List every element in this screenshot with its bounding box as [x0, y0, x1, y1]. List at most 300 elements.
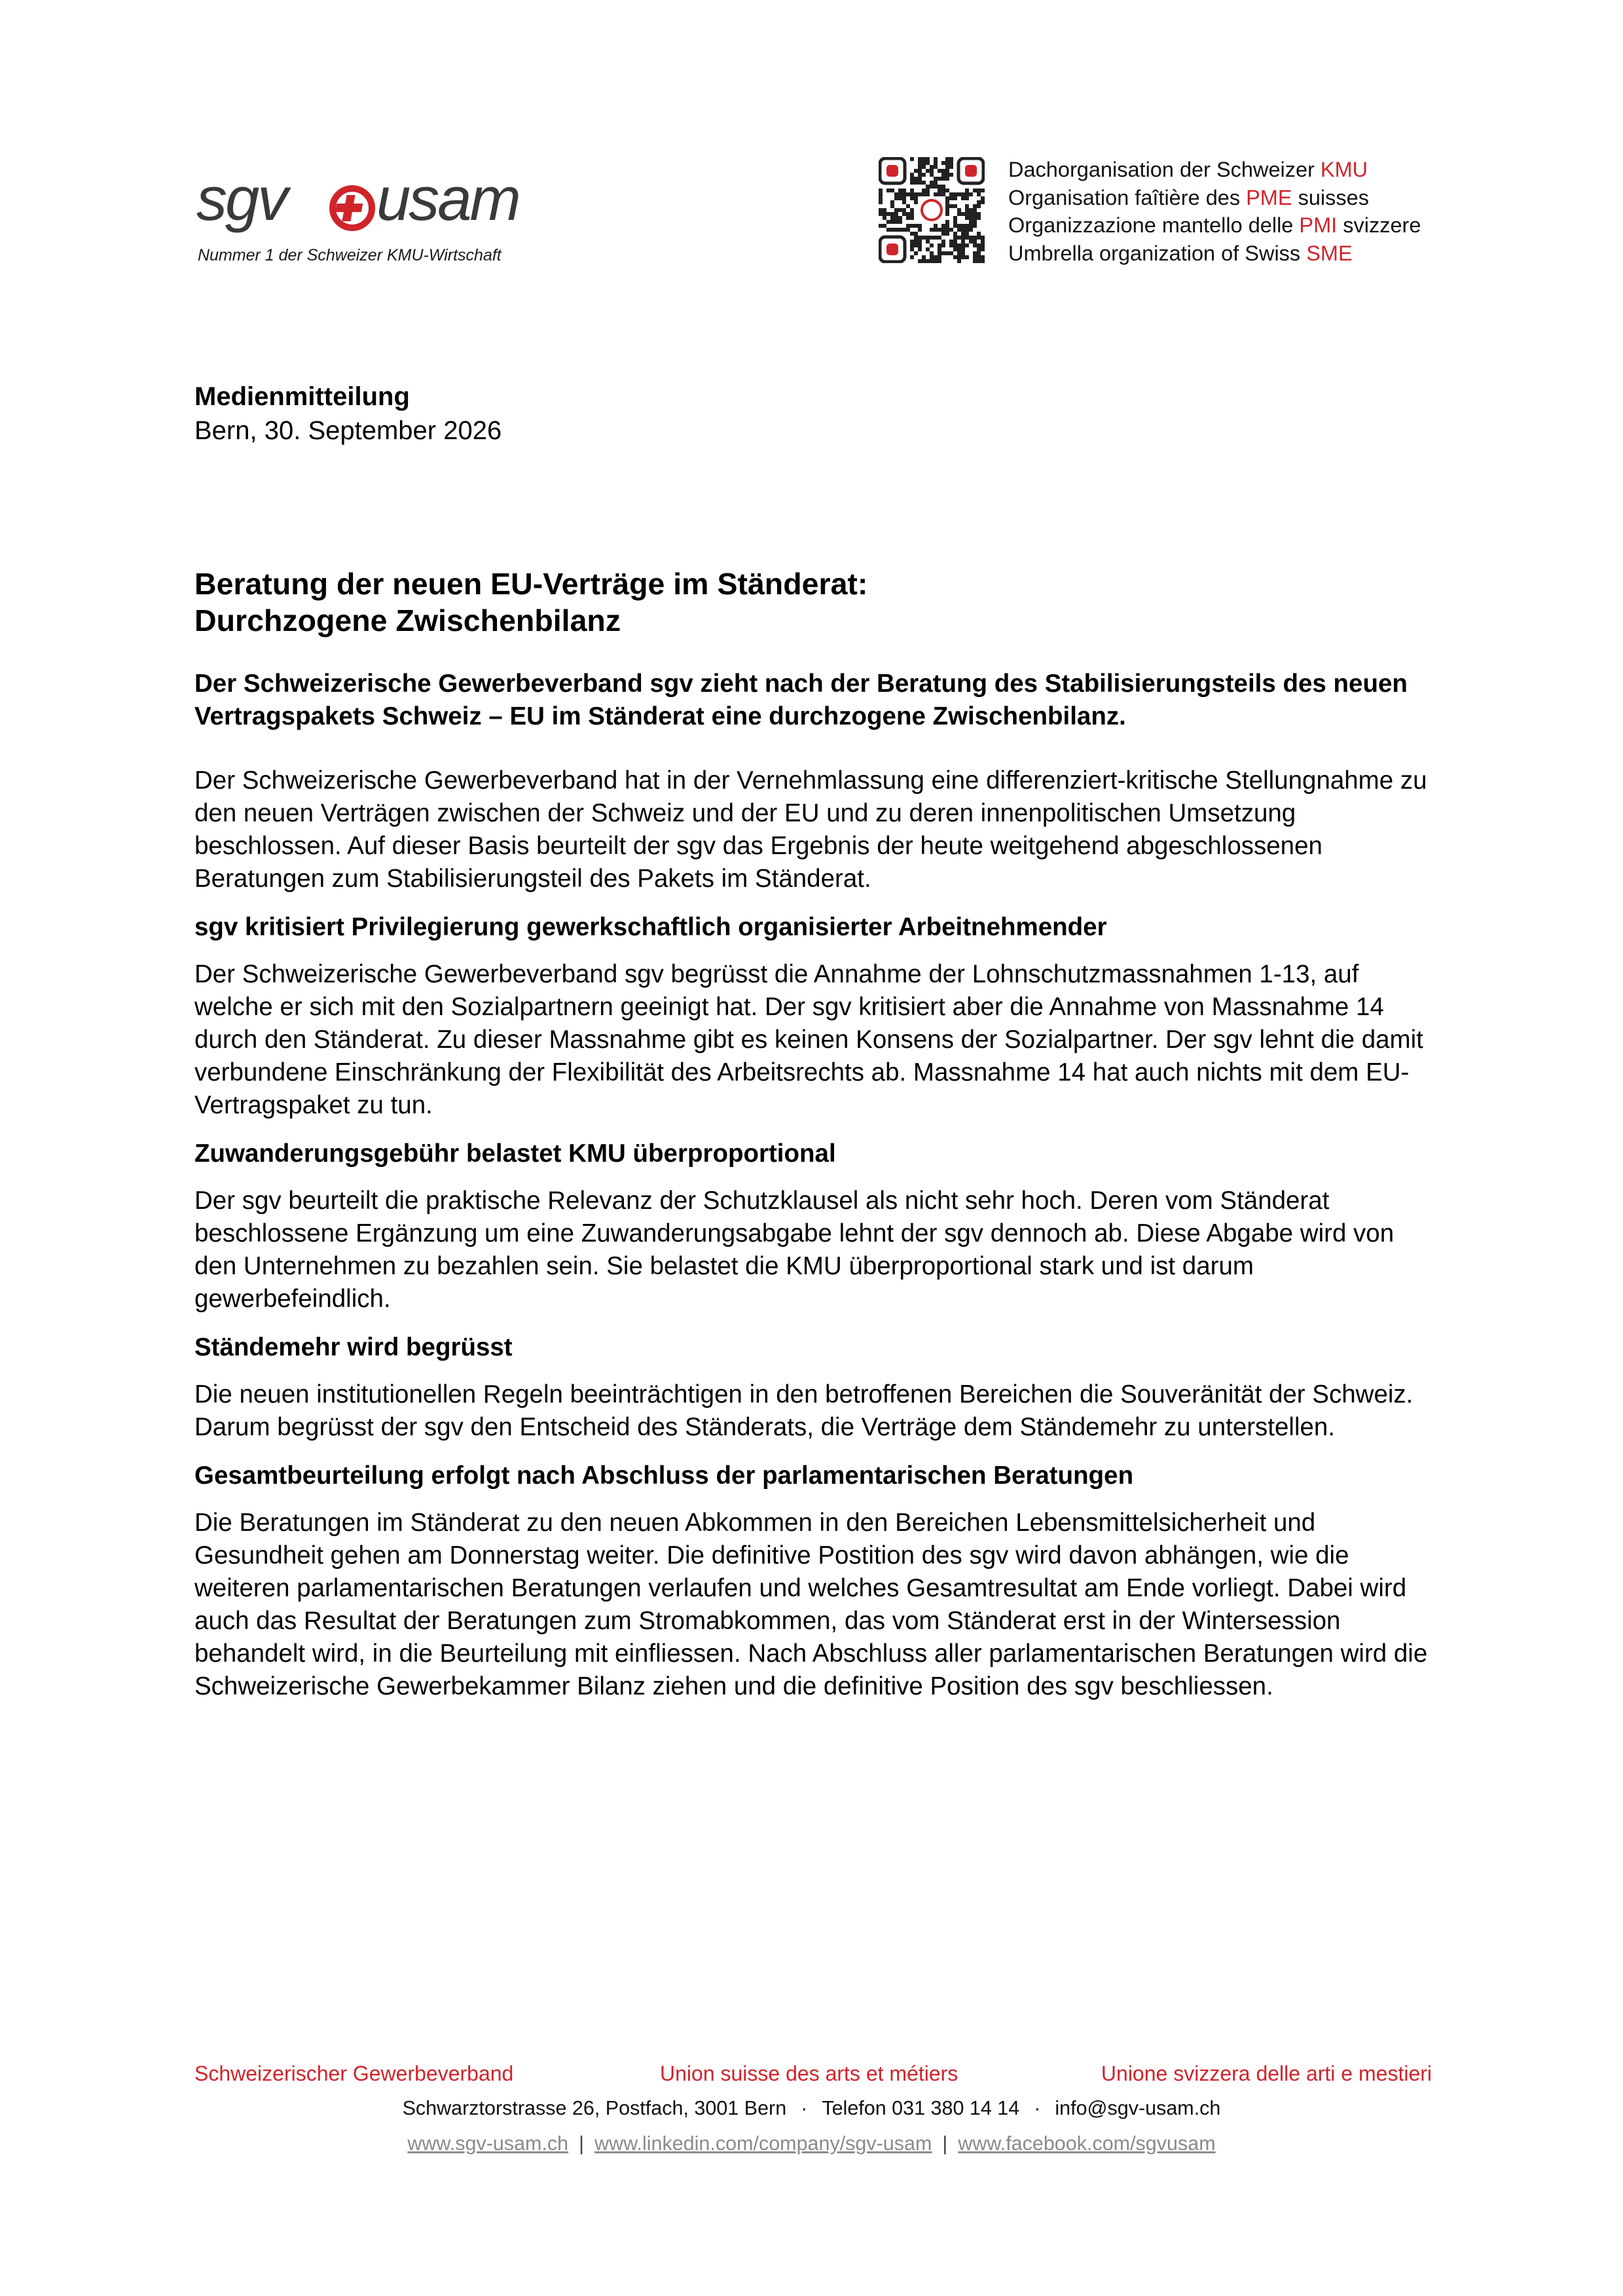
qr-module: [914, 181, 918, 185]
qr-module: [930, 165, 934, 169]
qr-module: [910, 232, 914, 236]
qr-module: [930, 243, 934, 247]
qr-module: [930, 251, 934, 255]
qr-module: [934, 259, 938, 263]
qr-module: [918, 192, 922, 196]
qr-module: [949, 157, 953, 161]
qr-module: [938, 177, 941, 181]
release-date: Bern, 30. September 2026: [194, 416, 502, 445]
qr-module: [922, 188, 926, 192]
qr-module: [879, 212, 883, 216]
qr-module: [922, 192, 926, 196]
qr-center-logo: [922, 200, 941, 220]
section-paragraph: Die Beratungen im Ständerat zu den neuen Abkommen in den Bereichen Lebensmittelsicherheit und Gesundheit gehen am Donnerstag weiter. Die definitive Postition des sgv wird davon abhängen, wie die weiteren parlamentarischen Beratungen verlaufen und welches Gesamtresultat am Ende vorliegt. Dabei wird auch das Resultat der Beratungen zum Stromabkommen, das vom Ständerat erst in der Wintersession behandelt wird, in die Beurteilung mit einfliessen. Nach Abschluss aller parlamentarischen Beratungen wird die Schweizerische Gewerbekammer Bilanz ziehen und die definitive Position des sgv beschliessen.: [194, 1509, 1428, 1700]
qr-module: [910, 188, 914, 192]
section-paragraph: Die neuen institutionellen Regeln beeinträchtigen in den betroffenen Bereichen die Souveränität der Schweiz. Darum begrüsst der sgv den Entscheid des Ständerats, die Verträge dem Ständemehr zu unterstellen.: [194, 1380, 1413, 1441]
qr-module: [914, 177, 918, 181]
qr-module: [886, 220, 890, 224]
qr-module: [981, 259, 985, 263]
qr-module: [941, 169, 945, 173]
qr-module: [918, 165, 922, 169]
qr-module: [945, 157, 949, 161]
qr-module: [957, 236, 961, 240]
qr-module: [941, 177, 945, 181]
qr-code-icon[interactable]: [879, 157, 985, 263]
qr-module: [981, 200, 985, 204]
qr-module: [898, 188, 902, 192]
qr-module: [961, 196, 965, 200]
qr-module: [902, 212, 906, 216]
qr-module: [973, 204, 977, 208]
qr-module: [926, 259, 930, 263]
qr-module: [918, 181, 922, 185]
qr-module: [949, 165, 953, 169]
qr-module: [945, 177, 949, 181]
qr-module: [965, 216, 969, 220]
qr-module: [973, 255, 977, 259]
qr-module: [910, 255, 914, 259]
qr-module: [886, 228, 890, 232]
qr-module: [918, 243, 922, 247]
qr-module: [926, 157, 930, 161]
qr-module: [938, 255, 941, 259]
qr-module: [973, 212, 977, 216]
qr-module: [953, 243, 957, 247]
qr-module: [894, 208, 898, 212]
qr-module: [914, 240, 918, 243]
qr-module: [973, 240, 977, 243]
qr-module: [934, 224, 938, 228]
qr-module: [918, 224, 922, 228]
qr-module: [981, 255, 985, 259]
qr-module: [949, 196, 953, 200]
qr-module: [965, 192, 969, 196]
qr-module: [918, 247, 922, 251]
qr-module: [953, 236, 957, 240]
qr-module: [961, 255, 965, 259]
qr-module: [965, 255, 969, 259]
qr-module: [934, 228, 938, 232]
section-paragraph: Der Schweizerische Gewerbeverband sgv begrüsst die Annahme der Lohnschutzmassnahmen 1-13, auf welche er sich mit den Sozialpartnern geeinigt hat. Der sgv kritisiert aber die Annahme von Massnahme 14 durch den Ständerat. Zu dieser Massnahme gibt es keinen Konsens der Sozialpartner. Der sgv lehnt die damit verbundene Einschränkung der Flexibilität des Arbeitsrechts ab. Massnahme 14 hat auch nichts mit dem EU-Vertragspaket zu tun.: [194, 960, 1423, 1119]
headline-line-1: Beratung der neuen EU-Verträge im Ständerat:: [194, 567, 868, 601]
qr-module: [906, 224, 910, 228]
body-text: [194, 764, 1438, 1703]
qr-module: [922, 236, 926, 240]
qr-module: [965, 212, 969, 216]
qr-module: [938, 169, 941, 173]
qr-module: [938, 185, 941, 188]
qr-module: [930, 236, 934, 240]
qr-module: [930, 185, 934, 188]
qr-module: [918, 259, 922, 263]
qr-module: [977, 212, 981, 216]
qr-module: [890, 200, 894, 204]
headline-line-2: Durchzogene Zwischenbilanz: [194, 603, 621, 637]
qr-module: [945, 188, 949, 192]
qr-module: [883, 208, 886, 212]
footer-contact: [0, 2097, 1623, 2120]
qr-module: [969, 216, 973, 220]
footer-links: [0, 2132, 1623, 2155]
qr-module: [910, 196, 914, 200]
footer-org-fr: Union suisse des arts et métiers: [660, 2062, 958, 2085]
footer-phone: Telefon 031 380 14 14: [822, 2097, 1020, 2119]
qr-module: [945, 232, 949, 236]
qr-module: [953, 196, 957, 200]
qr-module: [957, 247, 961, 251]
qr-module: [981, 196, 985, 200]
qr-module: [953, 232, 957, 236]
qr-module: [977, 188, 981, 192]
qr-module: [973, 236, 977, 240]
qr-module: [977, 200, 981, 204]
qr-module: [890, 212, 894, 216]
link-separator: |: [579, 2132, 585, 2155]
qr-module: [969, 240, 973, 243]
qr-module: [910, 177, 914, 181]
qr-module: [957, 224, 961, 228]
qr-module: [934, 157, 938, 161]
qr-module: [945, 165, 949, 169]
qr-module: [879, 192, 883, 196]
qr-module: [977, 255, 981, 259]
qr-module: [973, 259, 977, 263]
qr-module: [894, 216, 898, 220]
qr-module: [945, 251, 949, 255]
qr-module: [961, 228, 965, 232]
qr-module: [981, 236, 985, 240]
qr-module: [910, 212, 914, 216]
intro-paragraph: Der Schweizerische Gewerbeverband hat in der Vernehmlassung eine differenziert-kritische Stellungnahme zu den neuen Verträgen zwischen der Schweiz und der EU und zu deren innenpolitischen Umsetzung beschlossen. Auf dieser Basis beurteilt der sgv das Ergebnis der heute weitgehend abgeschlossenen Beratungen zum Stabilisierungsteil des Pakets im Ständerat.: [194, 766, 1427, 893]
qr-module: [902, 200, 906, 204]
qr-module: [945, 212, 949, 216]
qr-module: [957, 251, 961, 255]
qr-module: [949, 192, 953, 196]
qr-module: [965, 204, 969, 208]
qr-module: [973, 216, 977, 220]
qr-module: [926, 192, 930, 196]
qr-module: [941, 161, 945, 165]
qr-module: [910, 173, 914, 177]
qr-module: [961, 243, 965, 247]
qr-module: [918, 173, 922, 177]
qr-module: [934, 165, 938, 169]
logo-text-left: sgv: [196, 171, 287, 233]
section-heading: Ständemehr wird begrüsst: [194, 1333, 513, 1361]
qr-module: [890, 216, 894, 220]
qr-module: [898, 208, 902, 212]
qr-module: [918, 157, 922, 161]
qr-module: [961, 232, 965, 236]
qr-module: [945, 196, 949, 200]
qr-module: [922, 165, 926, 169]
qr-module: [941, 243, 945, 247]
qr-module: [977, 192, 981, 196]
logo-text-right: usam: [376, 171, 519, 233]
qr-module: [941, 240, 945, 243]
qr-module: [890, 204, 894, 208]
qr-module: [879, 188, 883, 192]
qr-module: [910, 216, 914, 220]
qr-module: [918, 169, 922, 173]
logo-wordmark: [196, 171, 563, 237]
qr-module: [977, 236, 981, 240]
footer-separator: ·: [1034, 2097, 1041, 2119]
qr-module: [941, 224, 945, 228]
qr-finder-marker: [958, 158, 983, 183]
qr-module: [926, 161, 930, 165]
qr-module: [977, 251, 981, 255]
qr-module: [906, 192, 910, 196]
qr-module: [969, 224, 973, 228]
qr-module: [910, 208, 914, 212]
qr-module: [886, 188, 890, 192]
qr-module: [945, 228, 949, 232]
qr-module: [953, 204, 957, 208]
footer-separator: ·: [801, 2097, 808, 2119]
qr-module: [969, 236, 973, 240]
qr-module: [894, 228, 898, 232]
qr-module: [973, 243, 977, 247]
qr-module: [910, 181, 914, 185]
qr-module: [922, 259, 926, 263]
qr-module: [945, 220, 949, 224]
qr-module: [977, 247, 981, 251]
qr-module: [945, 200, 949, 204]
qr-module: [977, 216, 981, 220]
qr-module: [922, 181, 926, 185]
qr-module: [965, 196, 969, 200]
qr-module: [938, 188, 941, 192]
qr-module: [981, 247, 985, 251]
qr-module: [906, 216, 910, 220]
qr-module: [926, 236, 930, 240]
qr-module: [949, 173, 953, 177]
qr-module: [973, 188, 977, 192]
logo-tagline: Nummer 1 der Schweizer KMU-Wirtschaft: [198, 246, 501, 264]
qr-module: [914, 251, 918, 255]
qr-module: [938, 228, 941, 232]
footer-address: Schwarztorstrasse 26, Postfach, 3001 Bern: [402, 2097, 787, 2119]
qr-module: [961, 224, 965, 228]
qr-module: [890, 228, 894, 232]
section-paragraph: Der sgv beurteilt die praktische Relevanz der Schutzklausel als nicht sehr hoch. Deren vom Ständerat beschlossene Ergänzung um eine Zuwanderungsabgabe lehnt der sgv dennoch ab. Diese Abgabe wird von den Unternehmen zu bezahlen sein. Sie belastet die KMU überproportional stark und ist darum gewerbefeindlich.: [194, 1187, 1395, 1313]
qr-module: [961, 240, 965, 243]
qr-module: [961, 192, 965, 196]
qr-module: [879, 224, 883, 228]
qr-module: [981, 240, 985, 243]
qr-module: [918, 240, 922, 243]
qr-module: [945, 208, 949, 212]
qr-module: [957, 212, 961, 216]
swiss-cross-icon: [333, 188, 372, 228]
qr-module: [961, 236, 965, 240]
qr-module: [941, 251, 945, 255]
qr-module: [945, 173, 949, 177]
qr-module: [906, 204, 910, 208]
qr-module: [973, 251, 977, 255]
org-line-en: Umbrella organization of Swiss SME: [1008, 241, 1353, 265]
qr-module: [914, 232, 918, 236]
qr-module: [953, 216, 957, 220]
footer-org-it: Unione svizzera delle arti e mestieri: [1101, 2062, 1432, 2085]
linkedin-link[interactable]: www.linkedin.com/company/sgv-usam: [594, 2132, 932, 2155]
org-line-fr: Organisation faîtière des PME suisses: [1008, 185, 1369, 209]
qr-module: [922, 157, 926, 161]
qr-module: [965, 232, 969, 236]
qr-module: [949, 251, 953, 255]
qr-module: [926, 247, 930, 251]
qr-module: [918, 161, 922, 165]
qr-module: [941, 188, 945, 192]
footer-email[interactable]: info@sgv-usam.ch: [1055, 2097, 1221, 2119]
qr-module: [898, 228, 902, 232]
qr-module: [914, 169, 918, 173]
qr-module: [898, 192, 902, 196]
qr-module: [894, 220, 898, 224]
qr-module: [910, 224, 914, 228]
qr-module: [941, 232, 945, 236]
qr-module: [879, 208, 883, 212]
qr-module: [953, 192, 957, 196]
qr-module: [941, 192, 945, 196]
qr-module: [934, 161, 938, 165]
qr-module: [886, 212, 890, 216]
qr-module: [934, 181, 938, 185]
qr-module: [949, 228, 953, 232]
qr-module: [949, 243, 953, 247]
organisation-taglines: [1008, 156, 1421, 267]
qr-module: [981, 243, 985, 247]
qr-module: [930, 173, 934, 177]
qr-module: [898, 220, 902, 224]
qr-module: [961, 251, 965, 255]
release-label: Medienmitteilung: [194, 382, 410, 411]
qr-module: [977, 232, 981, 236]
qr-module: [910, 243, 914, 247]
qr-module: [902, 208, 906, 212]
qr-module: [879, 200, 883, 204]
qr-module: [945, 204, 949, 208]
qr-module: [914, 196, 918, 200]
qr-module: [965, 236, 969, 240]
qr-module: [953, 255, 957, 259]
qr-module: [941, 173, 945, 177]
qr-finder-marker: [880, 158, 905, 183]
section-heading: Gesamtbeurteilung erfolgt nach Abschluss der parlamentarischen Beratungen: [194, 1462, 1134, 1490]
qr-module: [934, 177, 938, 181]
qr-module: [934, 236, 938, 240]
qr-module: [977, 259, 981, 263]
qr-module: [894, 196, 898, 200]
qr-module: [910, 240, 914, 243]
qr-module: [922, 161, 926, 165]
qr-module: [965, 208, 969, 212]
qr-module: [961, 247, 965, 251]
qr-module: [957, 228, 961, 232]
qr-module: [938, 236, 941, 240]
qr-module: [969, 220, 973, 224]
qr-module: [938, 247, 941, 251]
qr-module: [890, 188, 894, 192]
qr-module: [926, 185, 930, 188]
qr-module: [910, 157, 914, 161]
qr-module: [934, 185, 938, 188]
qr-module: [926, 240, 930, 243]
qr-module: [902, 192, 906, 196]
qr-module: [977, 243, 981, 247]
qr-module: [953, 220, 957, 224]
qr-module: [914, 243, 918, 247]
qr-module: [910, 247, 914, 251]
qr-module: [894, 212, 898, 216]
qr-module: [969, 208, 973, 212]
qr-module: [914, 224, 918, 228]
qr-module: [930, 169, 934, 173]
qr-module: [883, 216, 886, 220]
qr-module: [922, 173, 926, 177]
qr-module: [938, 251, 941, 255]
org-line-it: Organizzazione mantello delle PMI svizzere: [1008, 213, 1421, 237]
qr-module: [902, 188, 906, 192]
qr-module: [914, 192, 918, 196]
qr-module: [930, 228, 934, 232]
qr-finder-marker: [880, 237, 905, 262]
link-separator: |: [942, 2132, 948, 2155]
org-line-de: Dachorganisation der Schweizer KMU: [1008, 158, 1368, 181]
qr-module: [930, 181, 934, 185]
qr-module: [977, 204, 981, 208]
website-link[interactable]: www.sgv-usam.ch: [407, 2132, 569, 2155]
qr-module: [934, 255, 938, 259]
qr-module: [898, 216, 902, 220]
qr-module: [973, 220, 977, 224]
lead-paragraph: Der Schweizerische Gewerbeverband sgv zieht nach der Beratung des Stabilisierungsteils des neuen Vertragspakets Schweiz – EU im Ständerat eine durchzogene Zwischenbilanz.: [194, 670, 1408, 730]
qr-module: [894, 192, 898, 196]
qr-module: [957, 243, 961, 247]
qr-module: [918, 228, 922, 232]
qr-module: [945, 224, 949, 228]
qr-module: [957, 259, 961, 263]
qr-module: [961, 212, 965, 216]
qr-module: [953, 240, 957, 243]
page-title: [194, 565, 1438, 639]
qr-module: [938, 243, 941, 247]
qr-module: [890, 220, 894, 224]
qr-module: [938, 192, 941, 196]
section-heading: sgv kritisiert Privilegierung gewerkschaftlich organisierter Arbeitnehmender: [194, 913, 1107, 941]
footer-org-de: Schweizerischer Gewerbeverband: [194, 2062, 514, 2085]
qr-module: [910, 192, 914, 196]
qr-module: [969, 212, 973, 216]
qr-module: [949, 161, 953, 165]
qr-module: [883, 224, 886, 228]
qr-module: [945, 161, 949, 165]
sgv-usam-logo: [196, 171, 563, 264]
qr-module: [965, 224, 969, 228]
qr-module: [926, 188, 930, 192]
facebook-link[interactable]: www.facebook.com/sgvusam: [958, 2132, 1216, 2155]
qr-module: [922, 255, 926, 259]
qr-module: [957, 192, 961, 196]
qr-module: [941, 228, 945, 232]
qr-module: [969, 228, 973, 232]
qr-module: [941, 185, 945, 188]
release-info: [194, 380, 1438, 448]
qr-module: [914, 200, 918, 204]
qr-module: [981, 188, 985, 192]
qr-module: [906, 212, 910, 216]
